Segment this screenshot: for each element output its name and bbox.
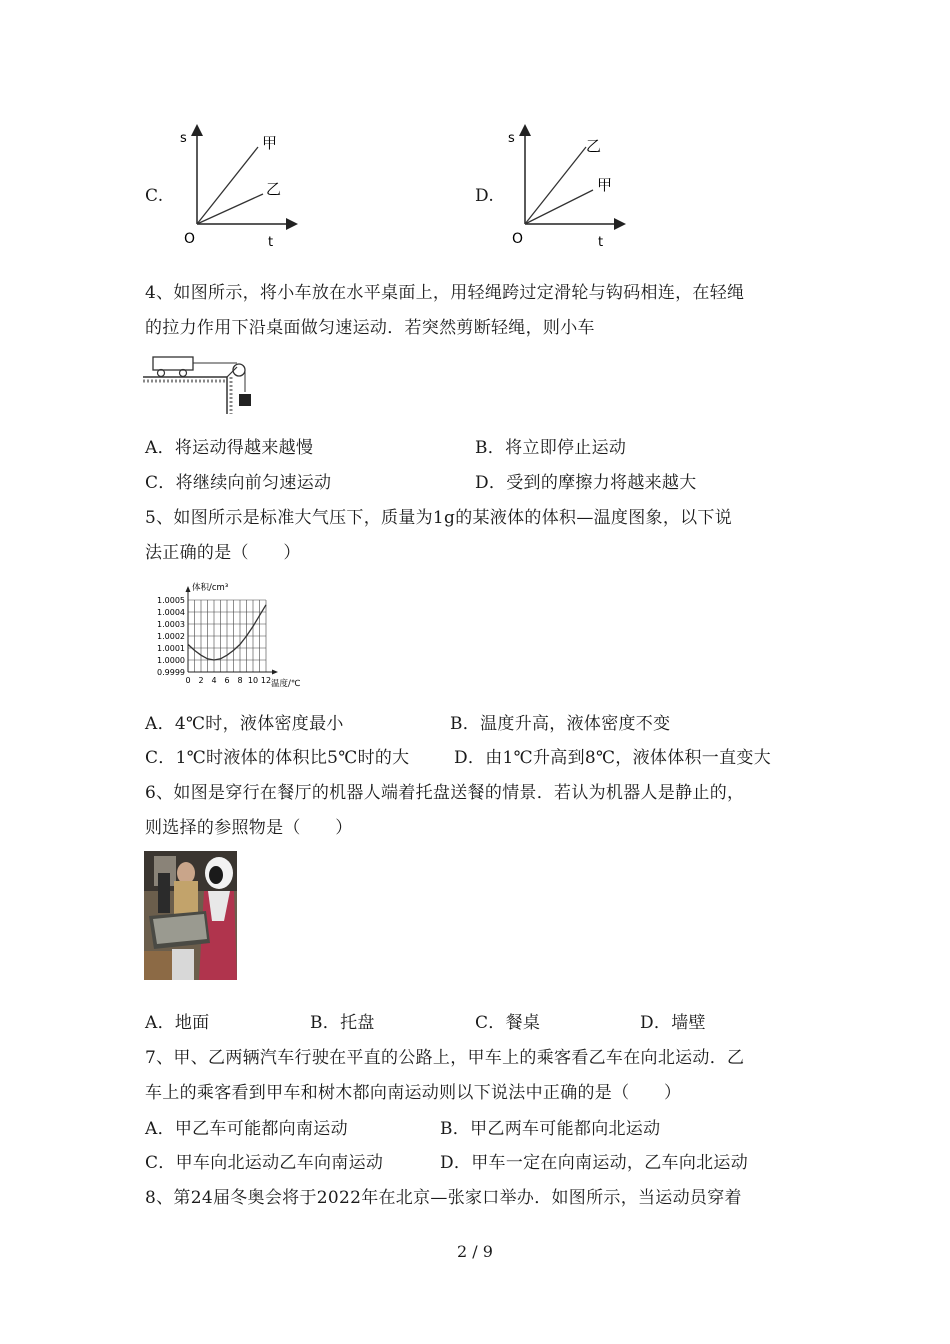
x-tick-label: 10 [247,676,259,685]
q7-option-d: D．甲车一定在向南运动，乙车向北运动 [440,1153,749,1173]
y-tick-label: 1.0005 [157,596,185,605]
cart-body [153,357,193,370]
lower-line-label: 乙 [266,180,282,198]
axis-s-label: s [508,131,515,146]
x-axis-arrow [272,670,278,675]
q4-text-line-1: 4、如图所示，将小车放在水平桌面上，用轻绳跨过定滑轮与钩码相连，在轻绳 [145,283,745,303]
lower-line-label: 甲 [597,176,613,194]
st-graph-c [170,122,300,250]
q4-option-b: B．将立即停止运动 [475,438,627,458]
option-c-label: C. [145,186,164,206]
x-tick-label: 8 [237,676,243,685]
cart-pulley-diagram [143,352,258,418]
y-tick-label: 0.9999 [157,668,185,677]
q7-option-c: C．甲车向北运动乙车向南运动 [145,1153,384,1173]
q4-option-a: A．将运动得越来越慢 [145,438,314,458]
q5-option-b: B．温度升高，液体密度不变 [450,714,671,734]
hook-weight [239,394,251,406]
q6-option-b: B．托盘 [310,1013,375,1033]
x-axis-label: 温度/℃ [271,679,301,689]
q6-text-line-2: 则选择的参照物是（ ） [145,818,353,838]
x-tick-label: 0 [185,676,191,685]
y-tick-label: 1.0000 [157,656,185,665]
q5-text-line-1: 5、如图所示是标准大气压下，质量为1g的某液体的体积—温度图象，以下说 [145,508,733,528]
q6-text-line-1: 6、如图是穿行在餐厅的机器人端着托盘送餐的情景．若认为机器人是静止的， [145,783,745,803]
y-axis-arrow [186,586,191,592]
q6-option-a: A．地面 [145,1013,210,1033]
option-d-label: D. [475,186,495,206]
upper-line-label: 甲 [262,134,278,152]
upper-line-label: 乙 [586,137,602,155]
q5-option-d: D．由1℃升高到8℃，液体体积一直变大 [454,748,771,768]
q4-option-c: C．将继续向前匀速运动 [145,473,332,493]
line-upper [197,147,258,224]
y-tick-label: 1.0003 [157,620,185,629]
q7-option-b: B．甲乙两车可能都向北运动 [440,1119,661,1139]
x-tick-label: 4 [211,676,217,685]
q4-option-d: D．受到的摩擦力将越来越大 [475,473,697,493]
robot-waiter-photo [144,851,237,980]
q5-text-line-2: 法正确的是（ ） [145,543,301,563]
y-tick-label: 1.0001 [157,644,185,653]
line-upper [525,147,586,224]
origin-label: O [512,231,524,247]
q7-text-line-1: 7、甲、乙两辆汽车行驶在平直的公路上，甲车上的乘客看乙车在向北运动．乙 [145,1048,745,1068]
axis-s-label: s [180,131,187,146]
x-tick-label: 6 [224,676,230,685]
origin-label: O [184,231,196,247]
q8-text-line-1: 8、第24届冬奥会将于2022年在北京—张家口举办．如图所示，当运动员穿着 [145,1188,742,1208]
y-tick-label: 1.0002 [157,632,185,641]
y-axis-label: 体积/cm³ [192,583,229,593]
st-graph-d [500,122,630,250]
q5-option-c: C．1℃时液体的体积比5℃时的大 [145,748,410,768]
q7-option-a: A．甲乙车可能都向南运动 [145,1119,348,1139]
y-tick-label: 1.0004 [157,608,185,617]
page-number: 2 / 9 [457,1242,493,1261]
q4-text-line-2: 的拉力作用下沿桌面做匀速运动．若突然剪断轻绳，则小车 [145,318,595,338]
q7-text-line-2: 车上的乘客看到甲车和树木都向南运动则以下说法中正确的是（ ） [145,1083,682,1103]
axis-t-label: t [598,235,604,250]
axis-t-label: t [268,235,274,250]
line-lower [525,190,593,224]
x-tick-label: 12 [260,676,272,685]
volume-temperature-chart [150,580,315,692]
q5-option-a: A．4℃时，液体密度最小 [145,714,344,734]
q6-option-d: D．墙壁 [640,1013,706,1033]
q6-option-c: C．餐桌 [475,1013,541,1033]
line-lower [197,194,263,224]
x-tick-label: 2 [198,676,204,685]
